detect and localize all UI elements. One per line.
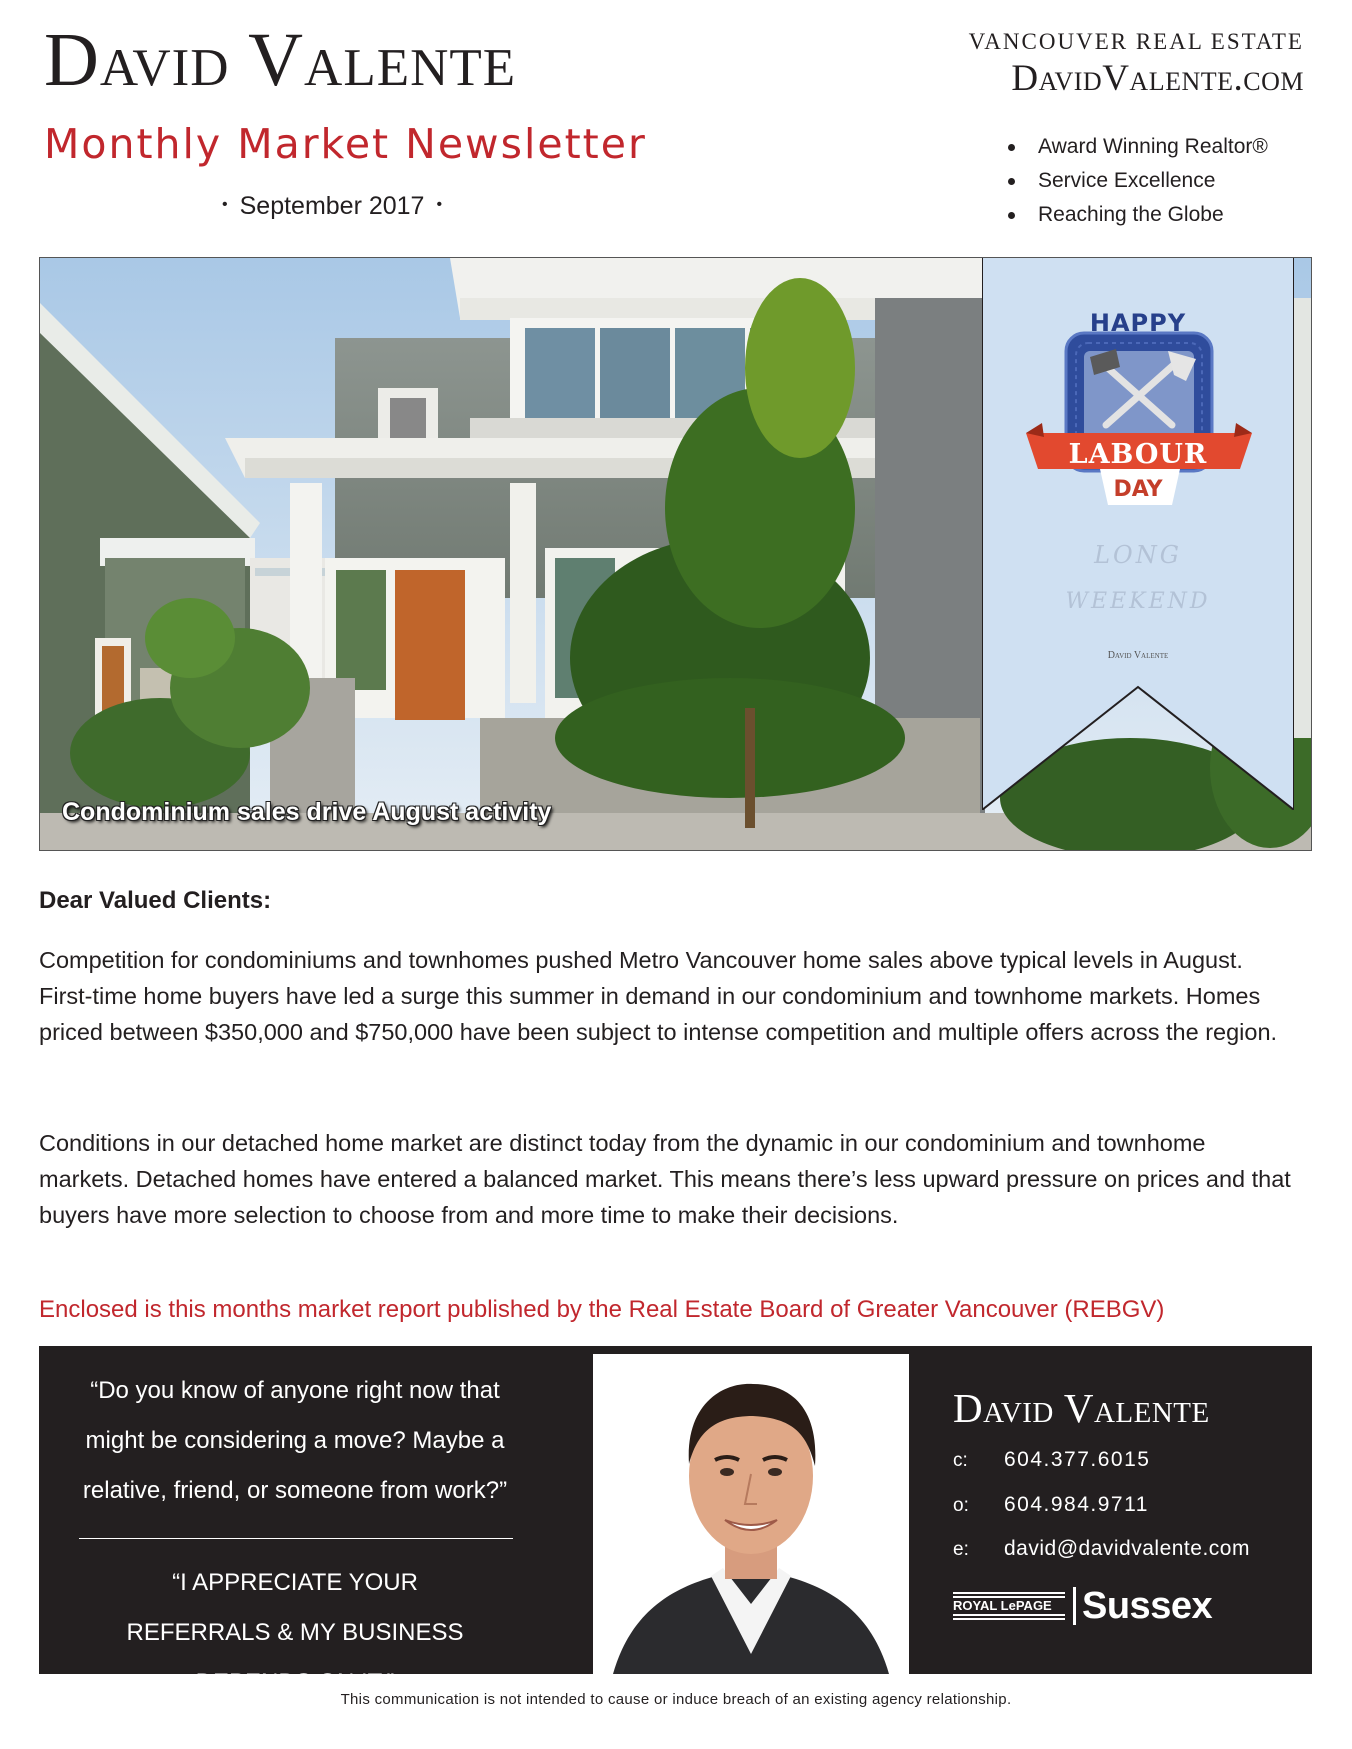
highlight-item: Service Excellence: [1004, 164, 1268, 198]
issue-date-text: September 2017: [239, 192, 425, 220]
hero-image: [39, 257, 1312, 851]
brokerage-primary: ROYAL LePAGE: [953, 1592, 1065, 1620]
banner-happy-text: HAPPY: [1089, 309, 1187, 337]
contact-cell[interactable]: [953, 1448, 1150, 1472]
newsletter-title: Monthly Market Newsletter: [44, 120, 647, 168]
labour-day-banner: [982, 257, 1294, 810]
brokerage-logo: [953, 1586, 1212, 1626]
banner-labour-text: LABOUR: [1068, 439, 1208, 470]
contact-office[interactable]: [953, 1493, 1149, 1517]
site-url[interactable]: [1011, 60, 1304, 97]
brand-name-text: David Valente: [44, 18, 517, 102]
cell-phone[interactable]: 604.377.6015: [1004, 1448, 1151, 1471]
highlight-item: Reaching the Globe: [1004, 198, 1268, 232]
disclaimer: This communication is not intended to cause or induce breach of an existing agency relationship.: [340, 1691, 1012, 1708]
banner-long-text: LONG: [1094, 541, 1182, 569]
bullet-icon: •: [222, 196, 228, 214]
agent-photo: [593, 1354, 909, 1674]
highlights-list: [1004, 130, 1268, 232]
site-label: VANCOUVER REAL ESTATE: [968, 29, 1304, 54]
agent-name: David Valente: [953, 1385, 1210, 1431]
divider: [79, 1538, 513, 1539]
bullet-icon: •: [436, 196, 443, 214]
contact-label: e:: [953, 1539, 969, 1560]
body-paragraph: Competition for condominiums and townhomes pushed Metro Vancouver home sales above typical levels in August. First-time home buyers have led a surge this summer in demand in our condominium and townhome markets. Homes priced between $350,000 and $750,000 have been subject to intense competition and multiple offers across the region.: [39, 947, 1278, 1045]
banner-day-text: DAY: [1113, 477, 1163, 502]
body-paragraph: Conditions in our detached home market are distinct today from the dynamic in our condominium and townhome markets. Detached homes have entered a balanced market. This means there’s less upward pressure on prices and that buyers have more selection to choose from and more time to make their decisions.: [39, 1130, 1291, 1228]
logo-divider: [1073, 1587, 1076, 1625]
referral-appreciation: “I APPRECIATE YOUR REFERRALS & MY BUSINESS DEPENDS ON IT.”: [126, 1569, 464, 1696]
banner-shape: [982, 257, 1294, 810]
brokerage-secondary: Sussex: [1082, 1584, 1213, 1627]
hero-caption: Condominium sales drive August activity: [62, 798, 552, 826]
email-link[interactable]: david@davidvalente.com: [1004, 1537, 1250, 1560]
contact-email[interactable]: [953, 1537, 1250, 1561]
contact-band: [39, 1346, 1312, 1696]
referral-question: “Do you know of anyone right now that might be considering a move? Maybe a relative, friend, or someone from work?”: [82, 1377, 508, 1504]
banner-signature: David Valente: [1107, 650, 1169, 661]
contact-label: c:: [953, 1450, 968, 1471]
brand-name: [44, 18, 517, 102]
highlight-item: Award Winning Realtor®: [1004, 130, 1268, 164]
enclosed-note: Enclosed is this months market report published by the Real Estate Board of Greater Vancouver (REBGV): [39, 1296, 1165, 1323]
agent-portrait: [593, 1354, 909, 1674]
office-phone[interactable]: 604.984.9711: [1004, 1493, 1149, 1516]
issue-date: [210, 194, 454, 219]
banner-weekend-text: WEEKEND: [1065, 589, 1211, 614]
contact-label: o:: [953, 1495, 969, 1516]
site-url-text[interactable]: DavidValente.com: [1011, 58, 1304, 99]
salutation: Dear Valued Clients:: [39, 887, 272, 914]
